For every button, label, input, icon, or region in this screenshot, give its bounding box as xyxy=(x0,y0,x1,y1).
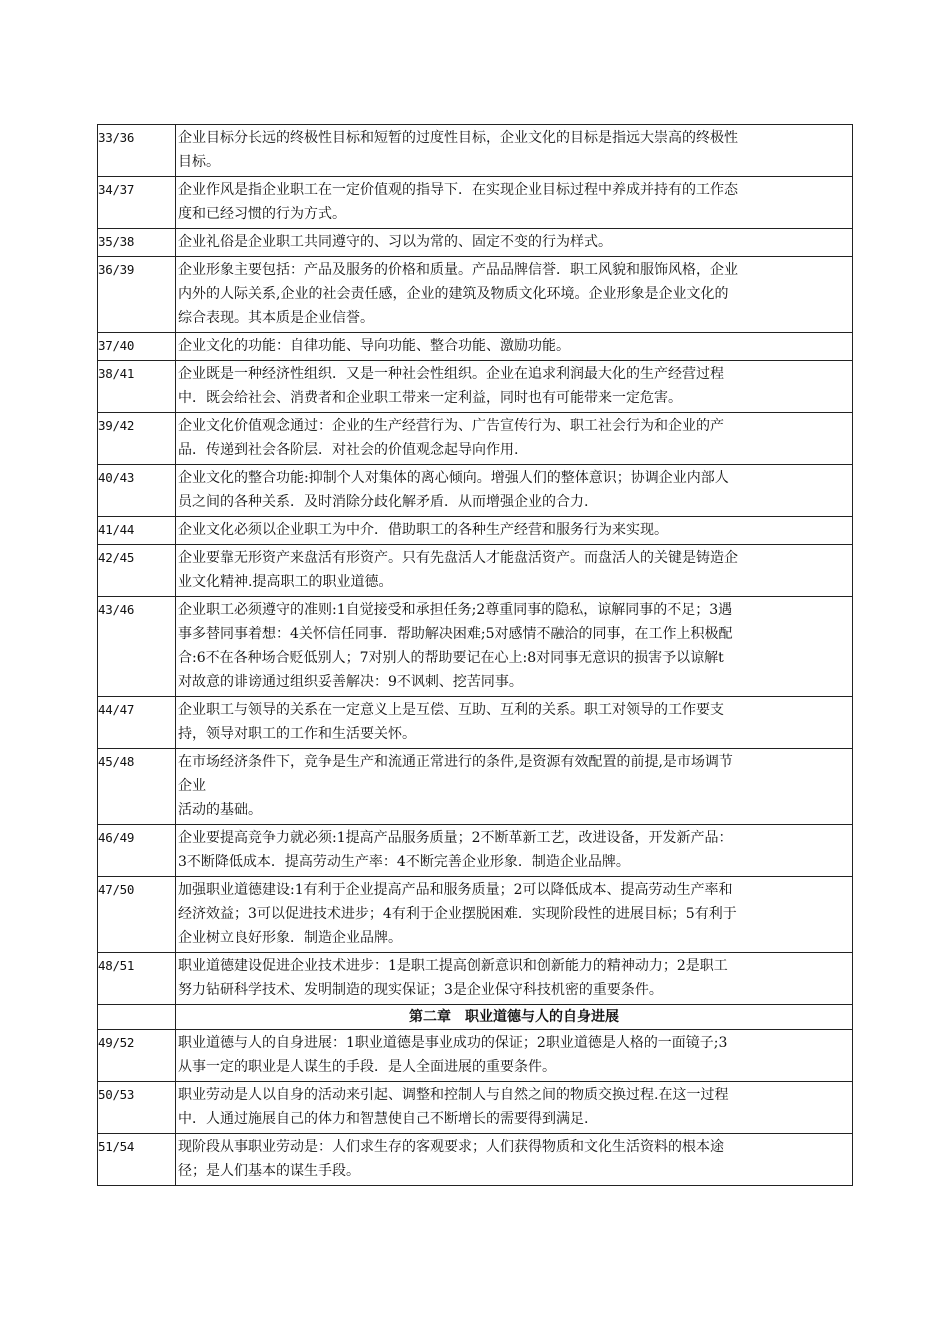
text-line: 职业劳动是人以自身的活动来引起、调整和控制人与自然之间的物质交换过程.在这一过程 xyxy=(178,1087,729,1103)
row-text xyxy=(176,361,853,413)
table-row xyxy=(98,953,853,1005)
text-line: 3不断降低成本．提高劳动生产率：4不断完善企业形象．制造企业品牌。 xyxy=(178,854,630,870)
row-number: 43/46 xyxy=(98,597,176,697)
text-line: 企业树立良好形象．制造企业品牌。 xyxy=(178,930,402,946)
text-line: 合:6不在各种场合贬低别人；7对别人的帮助要记在心上:8对同事无意识的损害予以谅解t xyxy=(178,650,724,666)
text-line: 企业形象主要包括：产品及服务的价格和质量。产品品牌信誉．职工风貌和服饰风格，企业 xyxy=(178,262,738,278)
text-line: 现阶段从事职业劳动是：人们求生存的客观要求；人们获得物质和文化生活资料的根本途 xyxy=(178,1139,724,1155)
row-number: 42/45 xyxy=(98,545,176,597)
text-line: 持，领导对职工的工作和生活要关怀。 xyxy=(178,726,416,742)
row-text xyxy=(176,333,853,361)
text-line: 企业作风是指企业职工在一定价值观的指导下．在实现企业目标过程中养成并持有的工作态 xyxy=(178,182,738,198)
table-row xyxy=(98,1082,853,1134)
chapter-empty-cell xyxy=(98,1005,176,1030)
text-line: 度和已经习惯的行为方式。 xyxy=(178,206,346,222)
text-line: 在市场经济条件下，竞争是生产和流通正常进行的条件,是资源有效配置的前提,是市场调节 xyxy=(178,754,733,770)
row-text xyxy=(176,257,853,333)
row-number: 47/50 xyxy=(98,877,176,953)
row-text xyxy=(176,229,853,257)
row-text xyxy=(176,1030,853,1082)
row-text xyxy=(176,953,853,1005)
text-line: 业文化精神.提高职工的职业道德。 xyxy=(178,574,393,590)
table-row xyxy=(98,877,853,953)
row-number: 48/51 xyxy=(98,953,176,1005)
table-row xyxy=(98,229,853,257)
table-row xyxy=(98,333,853,361)
row-text xyxy=(176,749,853,825)
text-line: 企业职工必须遵守的准则:1自觉接受和承担任务;2尊重同事的隐私，谅解同事的不足；3遇 xyxy=(178,602,733,618)
row-text xyxy=(176,597,853,697)
qa-table-body xyxy=(98,125,853,1186)
table-row xyxy=(98,465,853,517)
row-number: 40/43 xyxy=(98,465,176,517)
chapter-row xyxy=(98,1005,853,1030)
document-page xyxy=(97,124,853,1186)
table-row xyxy=(98,125,853,177)
row-number: 34/37 xyxy=(98,177,176,229)
table-row xyxy=(98,257,853,333)
row-text xyxy=(176,877,853,953)
text-line: 加强职业道德建设:1有利于企业提高产品和服务质量；2可以降低成本、提高劳动生产率和 xyxy=(178,882,733,898)
row-number: 41/44 xyxy=(98,517,176,545)
text-line: 经济效益；3可以促进技术进步；4有利于企业摆脱困难．实现阶段性的进展目标；5有利于 xyxy=(178,906,737,922)
row-text xyxy=(176,517,853,545)
row-number: 33/36 xyxy=(98,125,176,177)
table-row xyxy=(98,361,853,413)
row-text xyxy=(176,697,853,749)
table-row xyxy=(98,1134,853,1186)
row-text xyxy=(176,465,853,517)
text-line: 中．人通过施展自己的体力和智慧使自己不断增长的需要得到满足. xyxy=(178,1111,589,1127)
row-number: 37/40 xyxy=(98,333,176,361)
row-number: 36/39 xyxy=(98,257,176,333)
row-number: 39/42 xyxy=(98,413,176,465)
text-line: 对故意的诽谤通过组织妥善解决：9不讽刺、挖苦同事。 xyxy=(178,674,523,690)
text-line: 企业文化必须以企业职工为中介．借助职工的各种生产经营和服务行为来实现。 xyxy=(178,522,668,538)
row-number: 35/38 xyxy=(98,229,176,257)
text-line: 企业 xyxy=(178,778,206,794)
row-text xyxy=(176,545,853,597)
text-line: 企业职工与领导的关系在一定意义上是互偿、互助、互利的关系。职工对领导的工作要支 xyxy=(178,702,724,718)
text-line: 企业要靠无形资产来盘活有形资产。只有先盘活人才能盘活资产。而盘活人的关键是铸造企 xyxy=(178,550,738,566)
text-line: 职业道德与人的自身进展：1职业道德是事业成功的保证；2职业道德是人格的一面镜子;3 xyxy=(178,1035,728,1051)
text-line: 事多替同事着想：4关怀信任同事．帮助解决困难;5对感情不融洽的同事，在工作上积极配 xyxy=(178,626,733,642)
table-row xyxy=(98,1030,853,1082)
text-line: 企业既是一种经济性组织．又是一种社会性组织。企业在追求利润最大化的生产经营过程 xyxy=(178,366,724,382)
text-line: 企业文化价值观念通过：企业的生产经营行为、广告宣传行为、职工社会行为和企业的产 xyxy=(178,418,724,434)
row-text xyxy=(176,1134,853,1186)
table-row xyxy=(98,177,853,229)
row-number: 46/49 xyxy=(98,825,176,877)
row-text xyxy=(176,1082,853,1134)
text-line: 径；是人们基本的谋生手段。 xyxy=(178,1163,360,1179)
text-line: 企业礼俗是企业职工共同遵守的、习以为常的、固定不变的行为样式。 xyxy=(178,234,612,250)
row-text xyxy=(176,413,853,465)
text-line: 内外的人际关系,企业的社会责任感，企业的建筑及物质文化环境。企业形象是企业文化的 xyxy=(178,286,729,302)
table-row xyxy=(98,597,853,697)
text-line: 企业目标分长远的终极性目标和短暂的过度性目标，企业文化的目标是指远大崇高的终极性 xyxy=(178,130,738,146)
table-row xyxy=(98,413,853,465)
text-line: 中．既会给社会、消费者和企业职工带来一定利益，同时也有可能带来一定危害。 xyxy=(178,390,682,406)
text-line: 品．传递到社会各阶层．对社会的价值观念起导向作用. xyxy=(178,442,519,458)
table-row xyxy=(98,825,853,877)
text-line: 职业道德建设促进企业技术进步：1是职工提高创新意识和创新能力的精神动力；2是职工 xyxy=(178,958,728,974)
text-line: 企业要提高竞争力就必须:1提高产品服务质量；2不断革新工艺，改进设备，开发新产品： xyxy=(178,830,733,846)
table-row xyxy=(98,749,853,825)
text-line: 员之间的各种关系．及时消除分歧化解矛盾．从而增强企业的合力. xyxy=(178,494,589,510)
row-number: 44/47 xyxy=(98,697,176,749)
table-row xyxy=(98,545,853,597)
table-row xyxy=(98,697,853,749)
text-line: 活动的基础。 xyxy=(178,802,262,818)
qa-table xyxy=(97,124,853,1186)
row-text xyxy=(176,825,853,877)
text-line: 综合表现。其本质是企业信誉。 xyxy=(178,310,374,326)
row-number: 49/52 xyxy=(98,1030,176,1082)
row-text xyxy=(176,125,853,177)
text-line: 从事一定的职业是人谋生的手段．是人全面进展的重要条件。 xyxy=(178,1059,556,1075)
text-line: 目标。 xyxy=(178,154,220,170)
row-number: 51/54 xyxy=(98,1134,176,1186)
chapter-heading: 第二章 职业道德与人的自身进展 xyxy=(176,1005,853,1030)
row-number: 38/41 xyxy=(98,361,176,413)
row-number: 45/48 xyxy=(98,749,176,825)
table-row xyxy=(98,517,853,545)
row-number: 50/53 xyxy=(98,1082,176,1134)
text-line: 努力钻研科学技术、发明制造的现实保证；3是企业保守科技机密的重要条件。 xyxy=(178,982,663,998)
row-text xyxy=(176,177,853,229)
text-line: 企业文化的整合功能:抑制个人对集体的离心倾向。增强人们的整体意识；协调企业内部人 xyxy=(178,470,729,486)
text-line: 企业文化的功能：自律功能、导向功能、整合功能、激励功能。 xyxy=(178,338,570,354)
